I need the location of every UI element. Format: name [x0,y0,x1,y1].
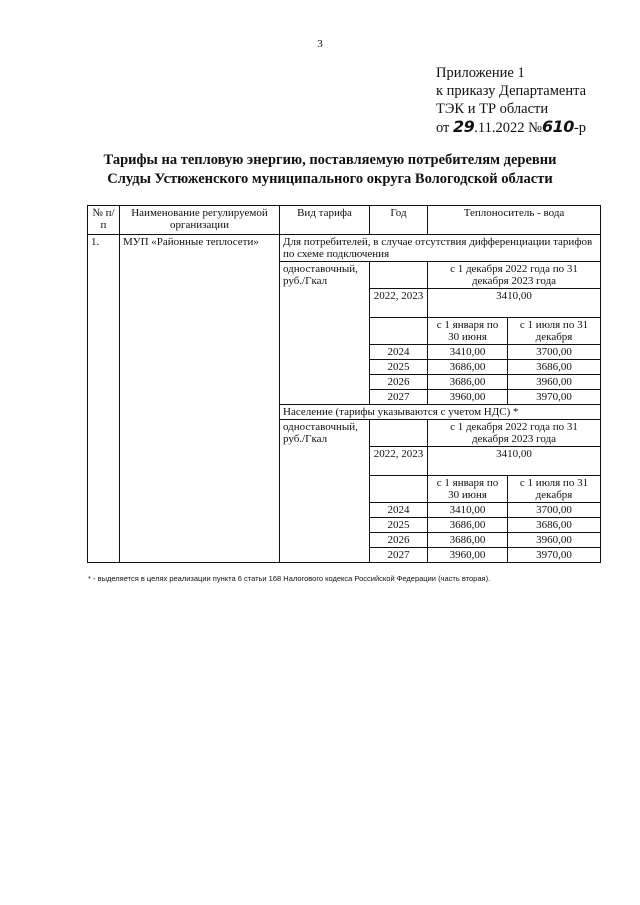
appendix-department: ТЭК и ТР области [436,101,549,117]
section-1-tariff-type: одноставочный, руб./Гкал [280,262,370,405]
table-header-row [88,206,601,235]
year-cell: 2026 [370,375,428,390]
tariff-table [87,205,601,563]
section-2-value-2022-2023: 3410,00 [428,447,601,476]
section-1-value-2022-2023: 3410,00 [428,289,601,318]
section-2-half-1: с 1 января по 30 июня [428,476,508,503]
value-cell: 3410,00 [428,345,508,360]
title-line-1: Тарифы на тепловую энергию, поставляемую потребителям деревни [103,152,557,168]
section-2-tariff-type: одноставочный, руб./Гкал [280,420,370,563]
value-cell: 3686,00 [428,360,508,375]
year-cell: 2027 [370,390,428,405]
value-cell: 3686,00 [508,360,601,375]
section-1-half-1: с 1 января по 30 июня [428,318,508,345]
value-cell: 3960,00 [428,548,508,563]
value-cell: 3410,00 [428,503,508,518]
page-number: 3 [317,38,323,50]
section-2-heading: Население (тарифы указываются с учетом НДС) * [280,405,601,420]
appendix-date-line [436,118,586,137]
section-2-period: с 1 декабря 2022 года по 31 декабря 2023 года [428,420,601,447]
value-cell: 3960,00 [508,375,601,390]
value-cell: 3960,00 [508,533,601,548]
section-1-period: с 1 декабря 2022 года по 31 декабря 2023 года [428,262,601,289]
value-cell: 3686,00 [428,518,508,533]
section-2-half-2: с 1 июля по 31 декабря [508,476,601,503]
value-cell: 3970,00 [508,548,601,563]
appendix-title: Приложение 1 [436,65,525,81]
date-rest: .11.2022 № [474,120,542,136]
year-cell: 2025 [370,360,428,375]
value-cell: 3700,00 [508,345,601,360]
section-2-year-2022-2023: 2022, 2023 [370,447,428,476]
row-number: 1. [88,235,120,563]
year-cell: 2024 [370,345,428,360]
handwritten-order-number: 610 [541,117,574,136]
value-cell: 3686,00 [428,375,508,390]
footnote: * - выделяется в целях реализации пункта 6 статьи 168 Налогового кодекса Российской Федерации (часть вторая). [88,574,491,583]
header-num: № п/п [88,206,120,235]
table-row [88,235,601,262]
handwritten-day: 29 [453,117,475,136]
section-1-half-2: с 1 июля по 31 декабря [508,318,601,345]
year-cell: 2024 [370,503,428,518]
header-carrier: Теплоноситель - вода [428,206,601,235]
value-cell: 3960,00 [428,390,508,405]
date-prefix: от [436,120,450,136]
year-cell: 2025 [370,518,428,533]
value-cell: 3686,00 [508,518,601,533]
organization-name: МУП «Районные теплосети» [120,235,280,563]
section-1-year-2022-2023: 2022, 2023 [370,289,428,318]
year-cell: 2027 [370,548,428,563]
section-1-heading: Для потребителей, в случае отсутствия дифференциации тарифов по схеме подключения [280,235,601,262]
appendix-block [436,64,586,137]
header-tariff-type: Вид тарифа [280,206,370,235]
order-number-suffix: -р [573,120,586,136]
value-cell: 3700,00 [508,503,601,518]
value-cell: 3686,00 [428,533,508,548]
year-cell: 2026 [370,533,428,548]
appendix-order-ref: к приказу Департамента [436,83,587,99]
title-line-2: Слуды Устюженского муниципального округа Вологодской области [107,171,553,187]
header-year: Год [370,206,428,235]
value-cell: 3970,00 [508,390,601,405]
document-title [60,151,600,189]
header-org: Наименование регулируемой организации [120,206,280,235]
